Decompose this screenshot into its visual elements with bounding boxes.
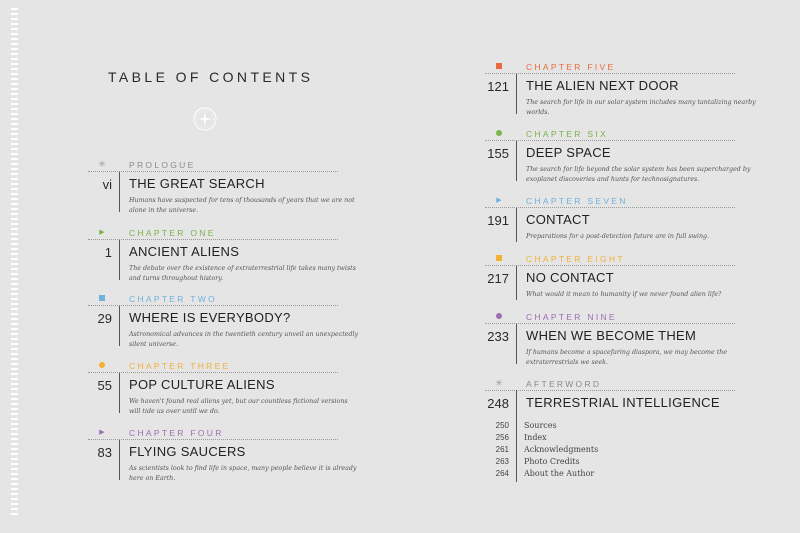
vertical-rule <box>119 240 120 280</box>
dotted-rule <box>485 207 735 208</box>
asterisk-icon: ✳ <box>495 378 503 388</box>
chapter-label: CHAPTER ONE <box>129 228 216 238</box>
page-number: 233 <box>487 329 509 344</box>
dotted-rule <box>88 439 338 440</box>
chapter-heading: POP CULTURE ALIENS <box>129 377 275 392</box>
page-number: 55 <box>97 378 112 393</box>
chapter-description: We haven't found real aliens yet, but our countless fictional versions will tide us over until we do. <box>129 398 348 415</box>
back-matter-item[interactable] <box>485 469 594 478</box>
chapter-label: CHAPTER SIX <box>526 129 608 139</box>
back-matter-item[interactable] <box>485 445 598 454</box>
dotted-rule <box>485 323 735 324</box>
chapter-description: As scientists look to find life in space, many people believe it is already here on Earth. <box>129 465 357 482</box>
vertical-rule <box>516 208 517 242</box>
page-number: 264 <box>495 469 509 478</box>
page-number: 83 <box>97 445 112 460</box>
back-matter-title: Index <box>524 433 547 442</box>
dotted-rule <box>88 239 338 240</box>
chapter-heading: TERRESTRIAL INTELLIGENCE <box>526 395 720 410</box>
triangle-icon: ▶ <box>99 429 105 436</box>
chapter-heading: FLYING SAUCERS <box>129 444 246 459</box>
page-number: 250 <box>495 421 509 430</box>
page-number: 248 <box>487 396 509 411</box>
square-icon <box>494 255 504 263</box>
chapter-heading: CONTACT <box>526 212 590 227</box>
square-icon <box>494 63 504 71</box>
chapter-description: What would it mean to humanity if we never found alien life? <box>526 291 722 298</box>
back-matter-item[interactable] <box>485 433 547 442</box>
page-number: 256 <box>495 433 509 442</box>
dotted-rule <box>485 265 735 266</box>
chapter-label: CHAPTER THREE <box>129 361 231 371</box>
vertical-rule <box>119 172 120 212</box>
back-matter-title: Sources <box>524 421 557 430</box>
dotted-rule <box>88 171 338 172</box>
circle-icon <box>97 362 107 370</box>
back-matter-title: About the Author <box>524 469 595 478</box>
chapter-heading: THE GREAT SEARCH <box>129 176 265 191</box>
page-title: TABLE OF CONTENTS <box>108 69 314 85</box>
vertical-rule <box>516 74 517 114</box>
dotted-rule <box>88 372 338 373</box>
back-matter-title: Photo Credits <box>524 457 580 466</box>
chapter-description: Humans have suspected for tens of thousands of years that we are not alone in the universe. <box>129 197 355 214</box>
chapter-label: AFTERWORD <box>526 379 602 389</box>
dotted-rule <box>88 305 338 306</box>
triangle-icon: ▶ <box>496 197 502 204</box>
vertical-rule <box>516 141 517 181</box>
chapter-heading: ANCIENT ALIENS <box>129 244 240 259</box>
chapter-heading: THE ALIEN NEXT DOOR <box>526 78 679 93</box>
chapter-label: CHAPTER FOUR <box>129 428 224 438</box>
chapter-description: The debate over the existence of extraterrestrial life takes many twists and turns throughout history. <box>129 265 356 282</box>
page-number: 263 <box>495 457 509 466</box>
dotted-rule <box>485 73 735 74</box>
chapter-label: CHAPTER FIVE <box>526 62 616 72</box>
vertical-rule <box>119 440 120 480</box>
back-matter-item[interactable] <box>485 421 557 430</box>
chapter-description: Astronomical advances in the twentieth century unveil an unexpectedly silent universe. <box>129 331 359 348</box>
vertical-rule <box>119 373 120 413</box>
circle-icon <box>494 313 504 321</box>
triangle-icon: ▶ <box>99 229 105 236</box>
circle-icon <box>494 130 504 138</box>
chapter-label: PROLOGUE <box>129 160 196 170</box>
spine-decoration <box>11 8 18 516</box>
page-number: 1 <box>104 245 112 260</box>
dotted-rule <box>485 140 735 141</box>
page-number: 121 <box>487 79 509 94</box>
chapter-description: Preparations for a post-detection future are in full swing. <box>526 233 710 240</box>
page-number: 217 <box>487 271 509 286</box>
chapter-label: CHAPTER SEVEN <box>526 196 628 206</box>
chapter-description: The search for life beyond the solar system has been supercharged by exoplanet discoveries and hunts for technosignatures. <box>526 166 751 183</box>
chapter-description: The search for life in our solar system includes many tantalizing nearby worlds. <box>526 99 756 116</box>
chapter-heading: NO CONTACT <box>526 270 614 285</box>
chapter-label: CHAPTER EIGHT <box>526 254 625 264</box>
page-number: 155 <box>487 146 509 161</box>
chapter-heading: WHERE IS EVERYBODY? <box>129 310 291 325</box>
chapter-heading: DEEP SPACE <box>526 145 611 160</box>
page-number: 191 <box>487 213 509 228</box>
dotted-rule <box>485 390 735 391</box>
compass-icon <box>193 107 217 131</box>
chapter-label: CHAPTER NINE <box>526 312 617 322</box>
square-icon <box>97 295 107 303</box>
back-matter-title: Acknowledgments <box>524 445 599 454</box>
back-matter-item[interactable] <box>485 457 580 466</box>
chapter-description: If humans become a spacefaring diaspora, we may become the extraterrestrials we seek. <box>526 349 728 366</box>
chapter-heading: WHEN WE BECOME THEM <box>526 328 697 343</box>
chapter-label: CHAPTER TWO <box>129 294 217 304</box>
vertical-rule <box>119 306 120 346</box>
page-number: vi <box>102 177 112 192</box>
page-number: 261 <box>495 445 509 454</box>
vertical-rule <box>516 324 517 364</box>
vertical-rule <box>516 266 517 300</box>
asterisk-icon: ✳ <box>98 159 106 169</box>
page-number: 29 <box>97 311 112 326</box>
